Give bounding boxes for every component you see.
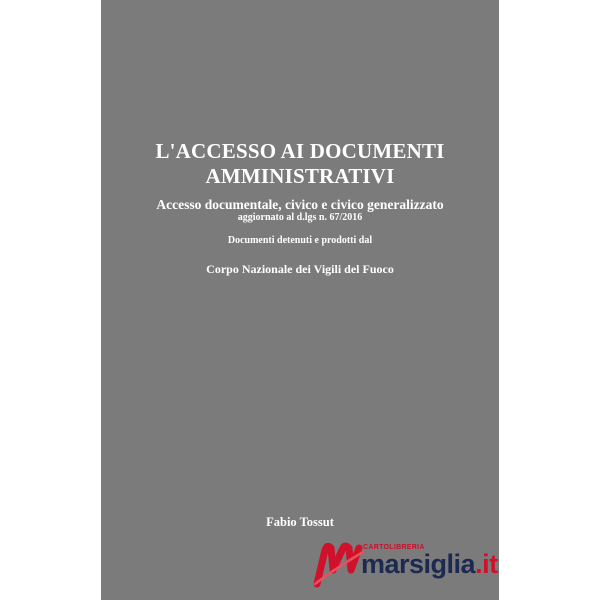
book-cover: [101, 0, 499, 600]
book-title-line-1: L'ACCESSO AI DOCUMENTI: [155, 139, 445, 163]
organization-name: Corpo Nazionale dei Vigili del Fuoco: [206, 262, 394, 276]
book-title-line-2: AMMINISTRATIVI: [205, 164, 395, 188]
watermark-brand-text: [361, 549, 498, 579]
watermark-small-text: CARTOLIBRERIA: [363, 544, 425, 551]
watermark-dot: .: [475, 549, 483, 579]
book-subtitle: Accesso documentale, civico e civico generalizzato: [156, 197, 444, 212]
author-name: Fabio Tossut: [266, 515, 334, 529]
marsiglia-watermark-logo: [313, 540, 498, 590]
held-by-line: Documenti detenuti e prodotti dal: [227, 235, 373, 246]
book-title: [101, 139, 499, 189]
watermark-tld: it: [482, 549, 498, 579]
update-note: aggiornato al d.lgs n. 67/2016: [237, 212, 363, 223]
m-swoosh-icon: [313, 540, 365, 588]
watermark-brand: marsiglia: [361, 549, 476, 579]
